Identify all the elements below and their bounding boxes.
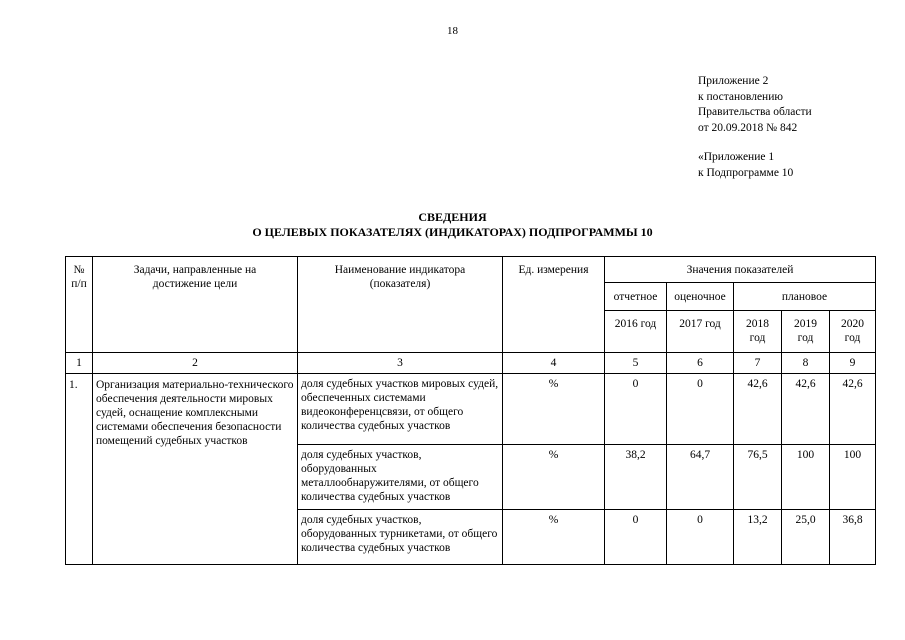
header-year-2016: 2016 год bbox=[605, 311, 667, 353]
title-line: О ЦЕЛЕВЫХ ПОКАЗАТЕЛЯХ (ИНДИКАТОРАХ) ПОДПРОГРАММЫ 10 bbox=[252, 225, 653, 239]
appendix-line: от 20.09.2018 № 842 bbox=[698, 121, 798, 134]
header-unit: Ед. измерения bbox=[503, 257, 605, 353]
document-title bbox=[0, 210, 905, 240]
value-2017: 0 bbox=[667, 510, 734, 565]
value-2019: 25,0 bbox=[782, 510, 830, 565]
header-values: Значения показателей bbox=[605, 257, 876, 283]
header-indicator: Наименование индикатора (показателя) bbox=[298, 257, 503, 353]
column-number: 6 bbox=[667, 353, 734, 374]
value-2018: 13,2 bbox=[734, 510, 782, 565]
appendix-header bbox=[698, 74, 812, 136]
task-text: Организация материально-технического обеспечения деятельности мировых судей, оснащение комплексными системами обеспечения безопасности помещений судебных участков bbox=[93, 374, 298, 565]
indicator-unit: % bbox=[503, 510, 605, 565]
value-2017: 0 bbox=[667, 374, 734, 445]
column-number: 9 bbox=[830, 353, 876, 374]
appendix-line: Приложение 2 bbox=[698, 75, 769, 87]
appendix-line: Правительства области bbox=[698, 106, 812, 118]
appendix-sub-line: к Подпрограмме 10 bbox=[698, 166, 794, 179]
value-2016: 38,2 bbox=[605, 445, 667, 510]
header-year-2020: 2020 год bbox=[830, 311, 876, 353]
column-number: 4 bbox=[503, 353, 605, 374]
indicator-unit: % bbox=[503, 374, 605, 445]
table-row bbox=[66, 374, 876, 445]
value-2019: 42,6 bbox=[782, 374, 830, 445]
header-year-2019: 2019 год bbox=[782, 311, 830, 353]
indicator-name: доля судебных участков, оборудованных металлообнаружителями, от общего количества судебных участков bbox=[298, 445, 503, 510]
column-number: 1 bbox=[66, 353, 93, 374]
column-number: 8 bbox=[782, 353, 830, 374]
value-2019: 100 bbox=[782, 445, 830, 510]
header-num: № п/п bbox=[66, 257, 93, 353]
title-line: СВЕДЕНИЯ bbox=[418, 210, 487, 224]
header-estimated: оценочное bbox=[667, 283, 734, 311]
indicator-name: доля судебных участков мировых судей, обеспеченных системами видеоконференцсвязи, от общего количества судебных участков bbox=[298, 374, 503, 445]
value-2018: 42,6 bbox=[734, 374, 782, 445]
value-2016: 0 bbox=[605, 510, 667, 565]
value-2020: 100 bbox=[830, 445, 876, 510]
value-2020: 36,8 bbox=[830, 510, 876, 565]
value-2020: 42,6 bbox=[830, 374, 876, 445]
header-tasks: Задачи, направленные на достижение цели bbox=[93, 257, 298, 353]
header-reported: отчетное bbox=[605, 283, 667, 311]
header-year-2018: 2018 год bbox=[734, 311, 782, 353]
appendix-line: к постановлению bbox=[698, 90, 783, 103]
row-number: 1. bbox=[66, 374, 93, 565]
indicator-name: доля судебных участков, оборудованных турникетами, от общего количества судебных участков bbox=[298, 510, 503, 565]
value-2016: 0 bbox=[605, 374, 667, 445]
appendix-sub bbox=[698, 150, 793, 181]
page-number: 18 bbox=[447, 25, 458, 37]
column-number: 3 bbox=[298, 353, 503, 374]
value-2018: 76,5 bbox=[734, 445, 782, 510]
column-number: 5 bbox=[605, 353, 667, 374]
indicators-table bbox=[65, 256, 876, 565]
column-number: 7 bbox=[734, 353, 782, 374]
header-year-2017: 2017 год bbox=[667, 311, 734, 353]
column-number: 2 bbox=[93, 353, 298, 374]
header-planned: плановое bbox=[734, 283, 876, 311]
value-2017: 64,7 bbox=[667, 445, 734, 510]
indicator-unit: % bbox=[503, 445, 605, 510]
appendix-sub-line: «Приложение 1 bbox=[698, 151, 775, 163]
